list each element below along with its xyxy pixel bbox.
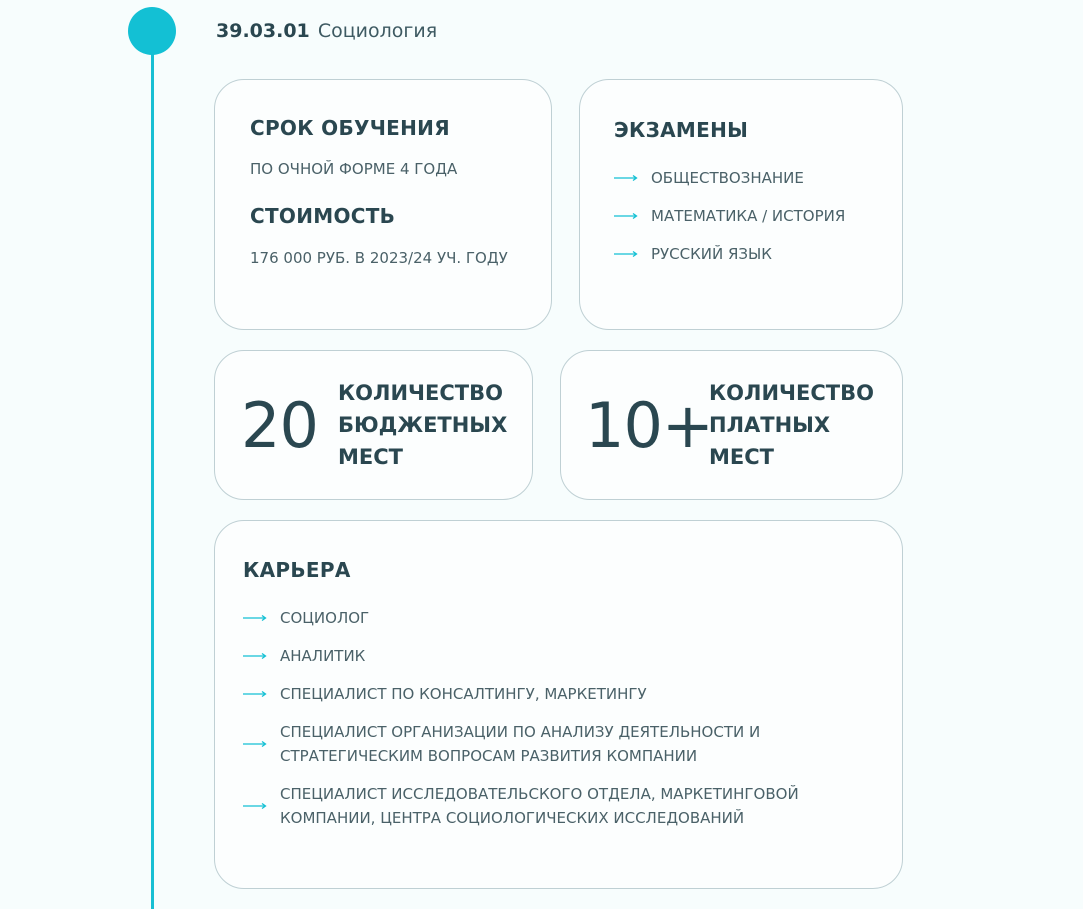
cost-heading: СТОИМОСТЬ <box>250 204 396 228</box>
exams-heading: ЭКЗАМЕНЫ <box>614 118 749 142</box>
career-card <box>214 520 903 889</box>
career-item <box>243 644 873 668</box>
timeline-line <box>151 30 154 909</box>
paid-places-number: 10+ <box>585 389 713 462</box>
timeline-dot-icon <box>128 7 176 55</box>
career-item <box>243 682 873 706</box>
exam-item <box>614 242 874 266</box>
exam-item-label: МАТЕМАТИКА / ИСТОРИЯ <box>651 207 846 225</box>
exam-item <box>614 166 874 190</box>
career-list <box>243 606 873 844</box>
arrow-right-icon <box>243 614 267 622</box>
exams-list <box>614 166 874 280</box>
exam-item-label: ОБЩЕСТВОЗНАНИЕ <box>651 169 804 187</box>
career-item-label: АНАЛИТИК <box>280 647 366 665</box>
exams-card <box>579 79 903 330</box>
career-item-label: СПЕЦИАЛИСТ ПО КОНСАЛТИНГУ, МАРКЕТИНГУ <box>280 685 647 703</box>
paid-places-card <box>560 350 903 500</box>
arrow-right-icon <box>614 250 638 258</box>
paid-places-label: КОЛИЧЕСТВО ПЛАТНЫХ МЕСТ <box>709 381 874 469</box>
career-item <box>243 606 873 630</box>
arrow-right-icon <box>243 652 267 660</box>
program-code: 39.03.01 <box>216 20 310 42</box>
program-name: Социология <box>317 20 438 42</box>
arrow-right-icon <box>243 802 267 810</box>
arrow-right-icon <box>243 740 267 748</box>
arrow-right-icon <box>614 174 638 182</box>
program-title <box>216 18 437 44</box>
arrow-right-icon <box>614 212 638 220</box>
career-item-label: СПЕЦИАЛИСТ ОРГАНИЗАЦИИ ПО АНАЛИЗУ ДЕЯТЕЛЬНОСТИ И СТРАТЕГИЧЕСКИМ ВОПРОСАМ РАЗВИТИЯ КОМПАНИИ <box>280 723 761 765</box>
duration-heading: СРОК ОБУЧЕНИЯ <box>250 116 450 140</box>
career-item <box>243 782 873 830</box>
exam-item-label: РУССКИЙ ЯЗЫК <box>651 245 772 263</box>
duration-text: ПО ОЧНОЙ ФОРМЕ 4 ГОДА <box>250 160 458 178</box>
budget-places-number: 20 <box>241 389 318 462</box>
career-heading: КАРЬЕРА <box>243 558 351 582</box>
exam-item <box>614 204 874 228</box>
budget-places-label: КОЛИЧЕСТВО БЮДЖЕТНЫХ МЕСТ <box>338 381 508 469</box>
career-item-label: СПЕЦИАЛИСТ ИССЛЕДОВАТЕЛЬСКОГО ОТДЕЛА, МАРКЕТИНГОВОЙ КОМПАНИИ, ЦЕНТРА СОЦИОЛОГИЧЕСКИХ ИССЛЕДОВАНИЙ <box>280 785 799 827</box>
career-item-label: СОЦИОЛОГ <box>280 609 370 627</box>
arrow-right-icon <box>243 690 267 698</box>
duration-cost-card <box>214 79 552 330</box>
cost-text: 176 000 РУБ. В 2023/24 УЧ. ГОДУ <box>250 249 508 267</box>
career-item <box>243 720 873 768</box>
budget-places-card <box>214 350 533 500</box>
